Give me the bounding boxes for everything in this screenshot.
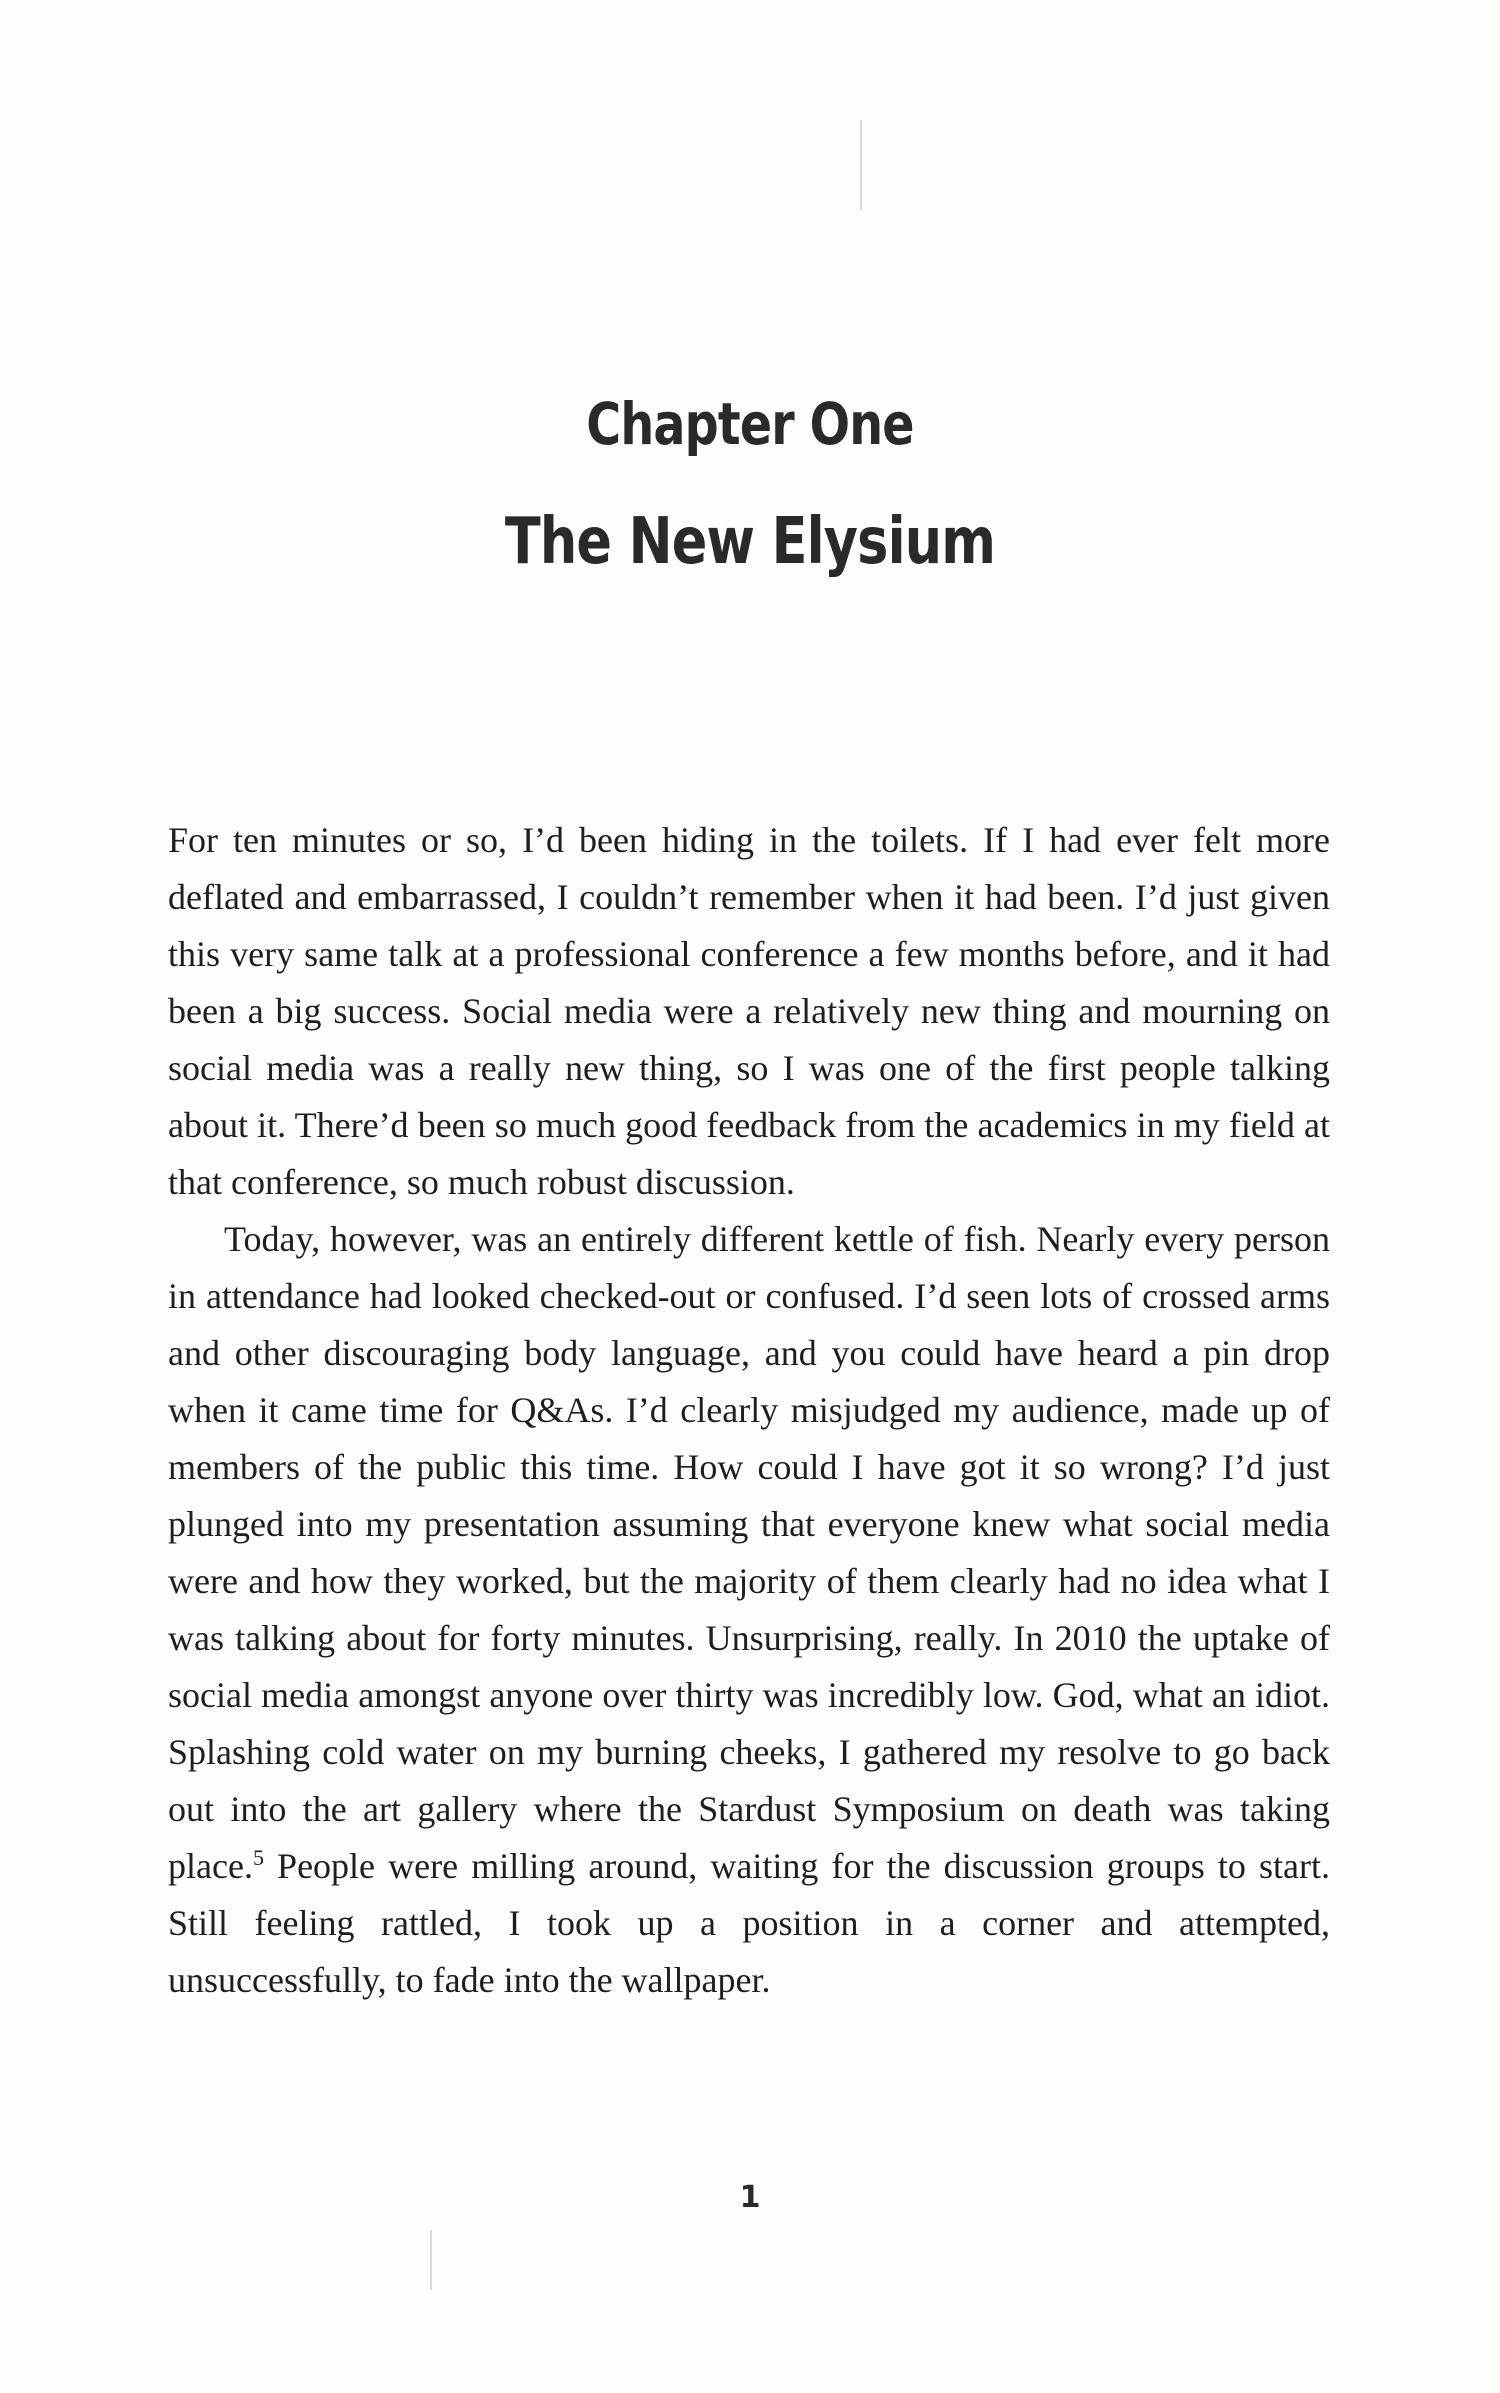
chapter-number-heading: Chapter One [586, 390, 914, 458]
scan-artifact-mark [860, 120, 862, 210]
paragraph-2-text-continued: People were milling around, waiting for the discussion groups to start. Still feeling rattled, I took up a position in a corner and attempted, unsuccessfully, to fade into the wallpaper. [168, 1846, 1330, 2000]
paragraph-2-text: Today, however, was an entirely different kettle of fish. Nearly every person in attendance had looked checked-out or confused. I’d seen lots of crossed arms and other discouraging body language, and you could have heard a pin drop when it came time for Q&As. I’d clearly misjudged my audience, made up of members of the public this time. How could I have got it so wrong? I’d just plunged into my presentation assuming that everyone knew what social media were and how they worked, but the majority of them clearly had no idea what I was talking about for forty minutes. Unsurprising, really. In 2010 the uptake of social media amongst anyone over thirty was incredibly low. God, what an idiot. Splashing cold water on my burning cheeks, I gathered my resolve to go back out into the art gallery where the Stardust Symposium on death was taking place. [168, 1219, 1330, 1886]
paragraph-1: For ten minutes or so, I’d been hiding in the toilets. If I had ever felt more deflated and embarrassed, I couldn’t remember when it had been. I’d just given this very same talk at a professional conference a few months before, and it had been a big success. Social media were a relatively new thing and mourning on social media was a really new thing, so I was one of the first people talking about it. There’d been so much good feedback from the academics in my field at that conference, so much robust discussion. [168, 820, 1330, 1202]
scan-artifact-mark [430, 2230, 432, 2290]
chapter-title-heading: The New Elysium [504, 505, 996, 579]
paragraph-2 [168, 1211, 1330, 2009]
page-number: 1 [739, 2180, 761, 2215]
footnote-reference[interactable]: 5 [252, 1845, 264, 1870]
chapter-body-text [168, 812, 1330, 2009]
